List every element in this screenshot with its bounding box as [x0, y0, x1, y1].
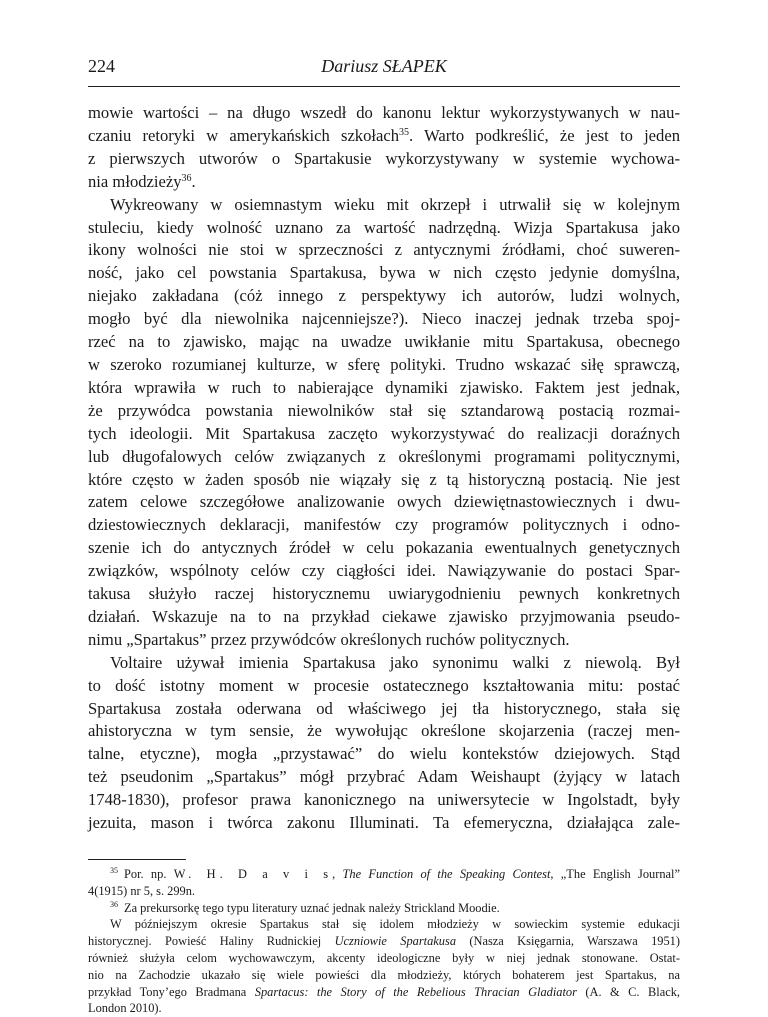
text-line: w szeroko rozumianej kulturze, w sferę polityki. Trudno wskazać siłę sprawczą, [88, 354, 680, 374]
page-header [88, 56, 680, 80]
running-title: Dariusz SŁAPEK [321, 56, 447, 76]
text-line: tych ideologii. Mit Spartakusa zaczęto wykorzystywać do realizacji doraźnych [88, 423, 680, 443]
text-fragment: (Nasza Księgarnia, Warszawa 1951) [456, 934, 680, 949]
text-line: które często w żaden sposób nie wiązały się z tą historyczną postacią. Nie jest [88, 469, 680, 489]
footnote-mark: 36 [110, 899, 118, 909]
text-line: Voltaire używał imienia Spartakusa jako synonimu walki z niewolą. Był [110, 652, 680, 672]
footnote-author: W. H. D a v i s [173, 867, 333, 881]
footnote-title: The Function of the Speaking Contest [342, 867, 551, 881]
text-line: która wprawiła w ruch to nabierające dynamiki zjawisko. Faktem jest jednak, [88, 377, 680, 397]
book-page [88, 56, 680, 1017]
text-line: to dość istotny moment w procesie ostatecznego kształtowania mitu: postać [88, 675, 680, 695]
footnote-line: W późniejszym okresie Spartakus stał się idolem młodzieży w sowieckim systemie edukacji [110, 917, 680, 932]
text-line: szenie ich do antycznych źródeł w celu pokazania ewentualnych genetycznych [88, 538, 680, 558]
footnote-line: 4(1915) nr 5, s. 299n. [88, 883, 196, 898]
text-fragment: , [332, 867, 343, 881]
footnote-ref-35[interactable]: 35 [399, 126, 410, 138]
footnote-35 [88, 866, 680, 883]
text-fragment: przykład Tony’ego Bradmana [88, 984, 255, 999]
paragraph [88, 652, 680, 835]
text-line: stuleciu, kiedy wolność uznano za wartość nadrzędną. Wizja Spartakusa jako [88, 217, 680, 237]
text-fragment: (A. & C. Black, [576, 984, 680, 999]
book-title: Spartacus: the Story of the Rebelious Thracian Gladiator [254, 984, 577, 999]
text-line: ikony wolności nie stoi w sprzeczności z antycznymi źródłami, choć suweren- [88, 240, 680, 260]
main-text [88, 102, 680, 835]
text-fragment: , „The English Journal” [550, 867, 680, 881]
footnote-mark: 35 [110, 866, 118, 875]
text-line: ność, jako cel powstania Spartakusa, bywa w nich często jedynie domyślna, [88, 263, 680, 283]
footnote-line [88, 933, 680, 950]
text-fragment: historycznej. Powieść Haliny Rudnickiej [88, 934, 335, 949]
text-fragment: Za prekursorkę tego typu literatury uznać jednak należy Strickland Moodie. [124, 900, 500, 915]
text-line: mowie wartości – na długo wszedł do kanonu lektur wykorzystywanych w nau- [88, 103, 680, 122]
footnotes [88, 866, 680, 1017]
text-line: nimu „Spartakus” przez przywódców określonych ruchów politycznych. [88, 629, 570, 649]
text-line: z pierwszych utworów o Spartakusie wykorzystywany w systemie wychowa- [88, 148, 680, 168]
footnote-line: nio na Zachodzie ukazało się wiele powieści dla młodzieży, których bohaterem jest Spartakus, na [88, 967, 680, 982]
text-line: jezuita, mason i twórca zakonu Illuminati. Ta efemeryczna, działająca zale- [88, 813, 680, 833]
text-line: zatem celowe szczegółowe analizowanie owych dziewiętnastowiecznych i dwu- [88, 492, 680, 512]
text-fragment: . Warto podkreślić, że jest to jeden [409, 125, 680, 145]
text-fragment: nia młodzieży [88, 171, 182, 191]
text-line: takusa służyło raczej historycznemu uwiarygodnieniu pewnych konkretnych [88, 584, 680, 604]
paragraph [88, 194, 680, 652]
text-fragment: . [191, 171, 196, 191]
text-line: lub długofalowych celów związanych z określonymi programami politycznymi, [88, 446, 680, 466]
text-line: że przywódca powstania niewolników stał się sztandarową postacią rozmai- [88, 400, 680, 420]
text-line [88, 125, 680, 148]
text-fragment: Por. np. [124, 867, 174, 881]
text-line: ahistoryczna w tym sensie, że wywołując określone skojarzenia (raczej men- [88, 721, 680, 741]
footnote-separator [88, 859, 186, 860]
text-line: też pseudonim „Spartakus” mógł przybrać Adam Weishaupt (żyjący w latach [88, 767, 680, 787]
text-line: Spartakusa została oderwana od właściwego jej tła historycznego, stała się [88, 698, 680, 718]
text-line: dziestowiecznych deklaracji, manifestów czy programów politycznych i odno- [88, 515, 680, 535]
text-line: niejako zakładana (cóż innego z perspektywy ich autorów, ludzi wolnych, [88, 286, 680, 306]
text-line [88, 171, 680, 194]
footnote-line: również służyła celom wychowawczym, akcenty ideologiczne były w niej jednak stonowane. Ostat- [88, 950, 680, 965]
header-rule [88, 86, 680, 87]
text-fragment: czaniu retoryki w amerykańskich szkołach [88, 125, 400, 145]
footnote-36 [88, 900, 680, 917]
text-line: Wykreowany w osiemnastym wieku mit okrzepł i utrwalił się w kolejnym [110, 194, 680, 214]
footnote-ref-36[interactable]: 36 [181, 172, 192, 184]
text-line: rzeć na to zjawisko, mając na uwadze uwikłanie mitu Spartakusa, obecnego [88, 332, 680, 352]
text-line: talne, etyczne), mogła „przystawać” do wielu kontekstów dziejowych. Stąd [88, 744, 680, 764]
paragraph [88, 102, 680, 194]
footnote-line [88, 984, 680, 1001]
footnote-line: London 2010). [88, 1001, 162, 1016]
page-number: 224 [88, 56, 115, 76]
text-line: mogło być dla niewolnika najcenniejsze?). Nieco inaczej jednak trzeba spoj- [88, 309, 680, 329]
text-line: działań. Wskazuje na to na przykład ciekawe zjawisko przyjmowania pseudo- [88, 606, 680, 626]
text-line: 1748-1830), profesor prawa kanonicznego na uniwersytecie w Ingolstadt, były [88, 790, 680, 810]
book-title: Uczniowie Spartakusa [334, 934, 457, 949]
text-line: związków, wspólnoty celów czy ciągłości idei. Nawiązywanie do postaci Spar- [88, 561, 680, 581]
